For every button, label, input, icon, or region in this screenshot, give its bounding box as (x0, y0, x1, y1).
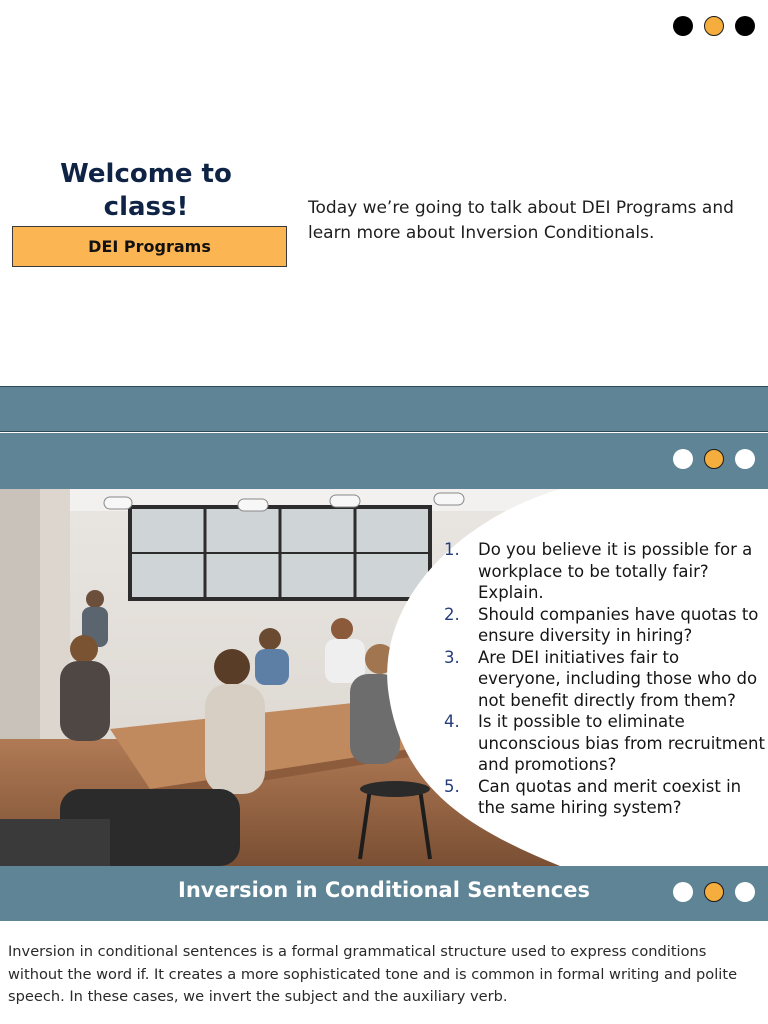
question-text: Should companies have quotas to ensure diversity in hiring? (478, 604, 759, 645)
discussion-banner (0, 433, 768, 489)
inversion-title: Inversion in Conditional Sentences (178, 878, 590, 902)
question-number: 2. (444, 604, 460, 624)
question-number: 5. (444, 776, 460, 796)
question-text: Can quotas and merit coexist in the same hiring system? (478, 776, 742, 817)
discussion-questions (440, 539, 766, 819)
question-text: Are DEI initiatives fair to everyone, including those who do not benefit directly from them? (478, 647, 758, 710)
slide-dots (673, 16, 755, 36)
section-divider-banner (0, 386, 768, 432)
list-item (440, 539, 766, 604)
list-item (440, 776, 766, 819)
list-item (440, 604, 766, 647)
list-item (440, 711, 766, 776)
orange-dot-icon (704, 16, 724, 36)
white-dot-icon (735, 449, 755, 469)
white-dot-icon (673, 449, 693, 469)
question-text: Do you believe it is possible for a workplace to be totally fair? Explain. (478, 540, 753, 602)
question-number: 1. (444, 540, 460, 559)
question-number: 4. (444, 712, 460, 731)
orange-dot-icon (704, 449, 724, 469)
intro-text: Today we’re going to talk about DEI Programs and learn more about Inversion Conditionals. (308, 198, 734, 243)
inversion-description: Inversion in conditional sentences is a formal grammatical structure used to express conditions without the word if. It creates a more sophisticated tone and is common in formal writing and polite speech. In these cases, we invert the subject and the auxiliary verb. (8, 943, 738, 1005)
topic-tag-label: DEI Programs (88, 237, 211, 256)
question-number: 3. (444, 647, 460, 667)
question-text: Is it possible to eliminate unconscious bias from recruitment and promotions? (478, 712, 765, 774)
dark-dot-icon (673, 16, 693, 36)
topic-tag (12, 226, 287, 267)
dark-dot-icon (735, 16, 755, 36)
list-item (440, 647, 766, 712)
banner-dots (673, 449, 755, 469)
page-title: Welcome to class! (60, 159, 232, 222)
